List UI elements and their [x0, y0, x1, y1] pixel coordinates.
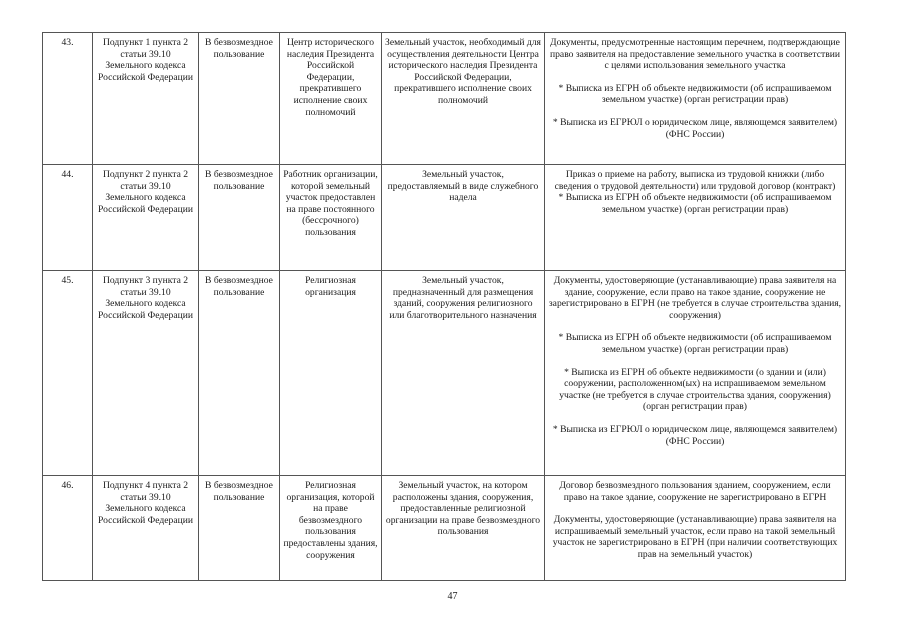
document-item: * Выписка из ЕГРН об объекте недвижимости (об испрашиваемом земельном участке) (орган регистрации прав)	[558, 82, 832, 106]
required-documents	[545, 165, 846, 271]
required-documents	[545, 271, 846, 476]
land-plot: Земельный участок, предназначенный для размещения зданий, сооружения религиозного или благотворительного назначения	[382, 271, 545, 476]
required-documents	[545, 476, 846, 581]
applicant: Религиозная организация, которой на праве безвозмездного пользования предоставлены здания, сооружения	[280, 476, 382, 581]
grant-form: В безвозмездное пользование	[199, 476, 280, 581]
document-item: Документы, удостоверяющие (устанавливающие) права заявителя на испрашиваемый земельный участок, если право на такой земельный участок не зарегистрировано в ЕГРН (при наличии соответствующих прав на земельный участок)	[552, 514, 838, 560]
legal-basis: Подпункт 4 пункта 2 статьи 39.10 Земельного кодекса Российской Федерации	[93, 476, 199, 581]
document-item: Договор безвозмездного пользования зданием, сооружением, если право на такое здание, сооружение не зарегистрировано в ЕГРН	[559, 480, 831, 503]
row-number: 46.	[43, 476, 93, 581]
document-item: * Выписка из ЕГРН об объекте недвижимости (об испрашиваемом земельном участке) (орган регистрации прав)	[558, 192, 832, 215]
document-item: * Выписка из ЕГРЮЛ о юридическом лице, являющемся заявителем) (ФНС России)	[552, 423, 838, 447]
document-item: * Выписка из ЕГРН об объекте недвижимости (о здании и (или) сооружении, расположенном(ых) на испрашиваемом земельном участке (не требуется в случае строительства здания, сооружения) (орган регистрации прав)	[559, 366, 831, 413]
document-item: * Выписка из ЕГРЮЛ о юридическом лице, являющемся заявителем) (ФНС России)	[552, 116, 838, 140]
row-number: 43.	[43, 33, 93, 165]
required-documents	[545, 33, 846, 165]
legal-basis: Подпункт 3 пункта 2 статьи 39.10 Земельного кодекса Российской Федерации	[93, 271, 199, 476]
land-plot: Земельный участок, предоставляемый в виде служебного надела	[382, 165, 545, 271]
grant-form: В безвозмездное пользование	[199, 271, 280, 476]
land-plot: Земельный участок, необходимый для осуществления деятельности Центра исторического наследия Президента Российской Федерации, прекратившего исполнение своих полномочий	[382, 33, 545, 165]
documents-table	[42, 32, 846, 581]
document-item: * Выписка из ЕГРН об объекте недвижимости (об испрашиваемом земельном участке) (орган регистрации прав)	[558, 332, 832, 355]
table-row	[43, 33, 846, 165]
document-item: Документы, удостоверяющие (устанавливающие) права заявителя на здание, сооружение, если право на такое здание, сооружение не зарегистрировано в ЕГРН (не требуется в случае строительства здания, сооружения)	[548, 275, 842, 321]
table-row	[43, 271, 846, 476]
land-plot: Земельный участок, на котором расположены здания, сооружения, предоставленные религиозной организации на праве безвозмездного пользования	[382, 476, 545, 581]
table-row	[43, 476, 846, 581]
row-number: 45.	[43, 271, 93, 476]
applicant: Работник организации, которой земельный участок предоставлен на праве постоянного (бессрочного) пользования	[280, 165, 382, 271]
applicant: Религиозная организация	[280, 271, 382, 476]
row-number: 44.	[43, 165, 93, 271]
grant-form: В безвозмездное пользование	[199, 165, 280, 271]
document-item: Документы, предусмотренные настоящим перечнем, подтверждающие право заявителя на предоставление земельного участка в соответствии с целями использования земельного участка	[550, 37, 840, 72]
table-row	[43, 165, 846, 271]
page-number: 47	[447, 591, 458, 602]
legal-basis: Подпункт 1 пункта 2 статьи 39.10 Земельного кодекса Российской Федерации	[93, 33, 199, 165]
applicant: Центр исторического наследия Президента Российской Федерации, прекратившего исполнение своих полномочий	[280, 33, 382, 165]
document-item: Приказ о приеме на работу, выписка из трудовой книжки (либо сведения о трудовой деятельности) или трудовой договор (контракт)	[554, 169, 836, 192]
legal-basis: Подпункт 2 пункта 2 статьи 39.10 Земельного кодекса Российской Федерации	[93, 165, 199, 271]
grant-form: В безвозмездное пользование	[199, 33, 280, 165]
